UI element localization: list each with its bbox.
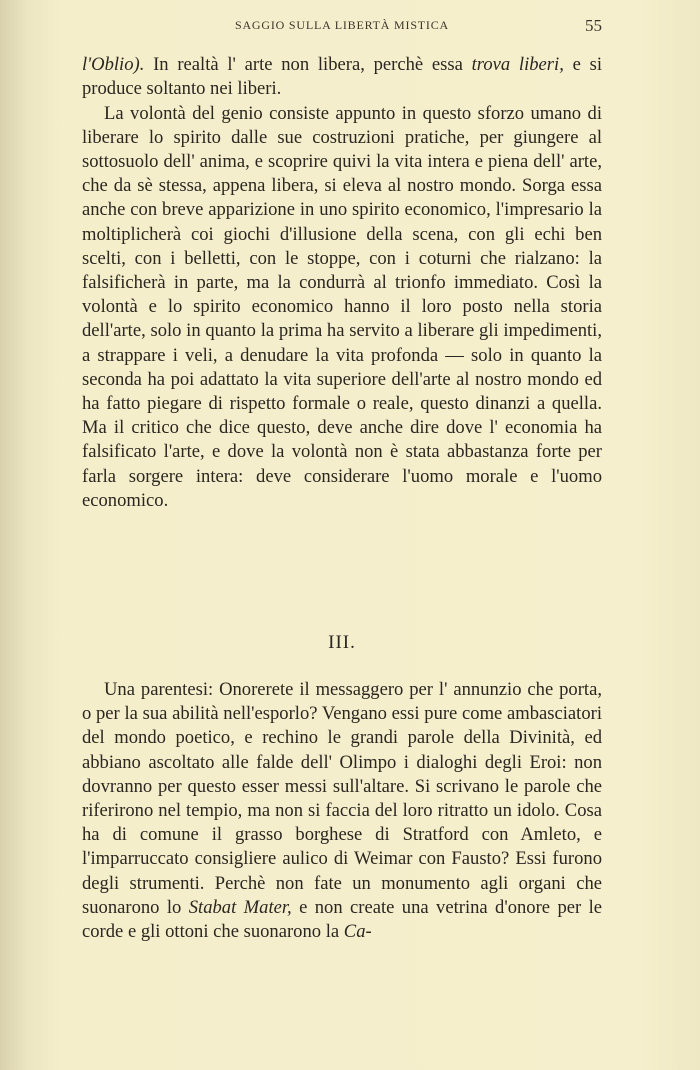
italic-text: l'Oblio). [82, 54, 145, 75]
paragraph-parenthesis [82, 678, 602, 944]
paragraph-text: La volontà del genio consiste appunto in questo sforzo umano di liberare lo spirito dalle sue costruzioni pratiche, per giungere al sottosuolo dell' anima, e scoprire quivi la vita intera e piena dell' arte, che da sè stessa, appena libera, si eleva al nostro mondo. Sorga essa anche con breve apparizione in uno spirito economico, l'impresario la moltiplicherà coi giochi d'illusione della scena, con gli echi ben scelti, con i belletti, con le stoppe, con i coturni che rialzano: la falsificherà in parte, ma la condurrà al trionfo immediato. Così la volontà e lo spirito economico hanno il loro posto nella storia dell'arte, solo in quanto la prima ha servito a liberare gli impedimenti, a strappare i veli, a denudare la vita profonda — solo in quanto la seconda ha poi adattato la vita superiore dell'arte al nostro mondo ed ha fatto piegare di rispetto formale o reale, questo dinanzi a quella. Ma il critico che dice questo, deve anche dire dove l' economia ha falsificato l'arte, e dove la volontà non è stata abbastanza forte per farla sorgere intera: deve considerare l'uomo morale e l'uomo economico. [82, 102, 602, 511]
italic-text: trova liberi, [471, 54, 564, 75]
paragraph-continuation [82, 53, 602, 101]
italic-text: Stabat Mater, [188, 896, 292, 918]
body-text: e si produce soltanto nei liberi. [82, 54, 603, 100]
running-head: SAGGIO SULLA LIBERTÀ MISTICA [234, 18, 449, 32]
paragraph-will-of-genius [82, 102, 602, 513]
body-text: Una parentesi: Onorerete il messaggero per l' annunzio che porta, o per la sua abilità nell'esporlo? Vengano essi pure come ambasciatori del mondo poetico, e rechino le grandi parole della Divinità, ed abbiano ascoltato alle falde dell' Olimpo i dialoghi degli Eroi: non dovranno per questo esser messi sull'altare. Si scrivano le parole che riferirono nel tempio, ma non si faccia del loro ritratto un idolo. Cosa ha di comune il grasso borghese di Stratford con Amleto, e l'imparruccato consigliere aulico di Weimar con Fausto? Essi furono degli strumenti. Perchè non fate un monumento agli organi che suonarono lo [82, 679, 602, 918]
page-number: 55 [585, 16, 602, 35]
section-heading: III. [328, 632, 356, 653]
page-header [0, 16, 700, 38]
body-text: e non create una vetrina d'onore per le corde e gli ottoni che suonarono la [82, 896, 602, 943]
body-text: In realtà l' arte non libera, perchè essa [144, 54, 472, 75]
italic-text: Ca- [343, 921, 372, 943]
